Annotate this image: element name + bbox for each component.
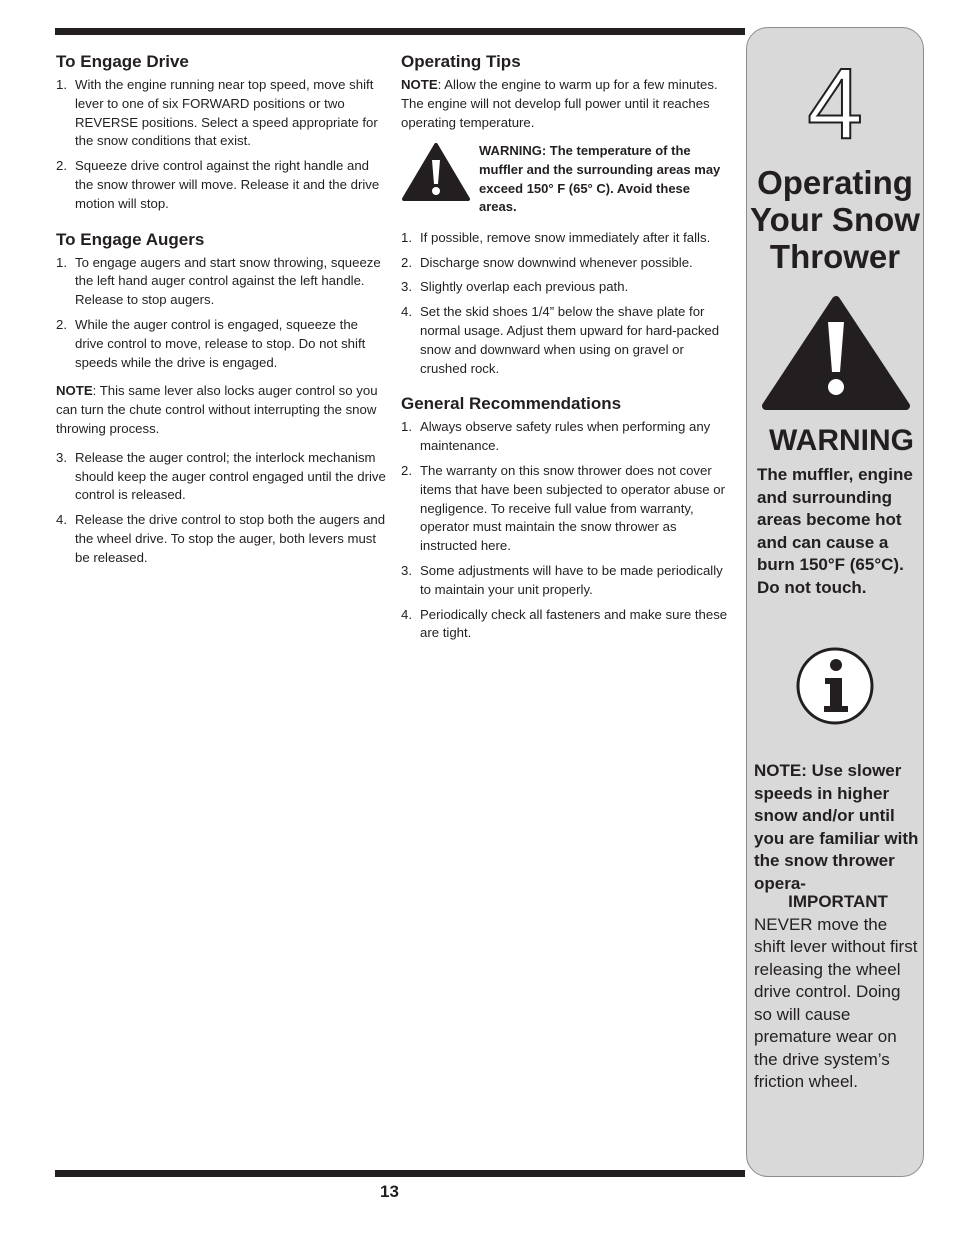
list-item: 4. Periodically check all fasteners and make sure these are tight. [401, 606, 728, 641]
operating-tips-list [401, 229, 731, 379]
auger-note: NOTE: This same lever also locks auger control so you can turn the chute control without interrupting the snow throwing process. [56, 383, 378, 436]
list-item: 3. Release the auger control; the interlock mechanism should keep the auger control engaged until the drive control is released. [56, 449, 386, 503]
middle-column [401, 52, 731, 653]
list-item: 1. Always observe safety rules when performing any maintenance. [401, 419, 711, 454]
important-heading: IMPORTANT [788, 892, 888, 911]
list-item: 3. Some adjustments will have to be made periodically to maintain your unit properly. [401, 562, 723, 597]
engage-augers-list-continued [56, 449, 386, 568]
speed-note: NOTE: Use slower speeds in higher snow and/or until you are familiar with the snow thrower opera- [754, 761, 919, 893]
operating-tips-note: NOTE: Allow the engine to warm up for a few minutes. The engine will not develop full power until it reaches operating temperature. [401, 77, 718, 130]
list-item: 4. Release the drive control to stop both the augers and the wheel drive. To stop the auger, both levers must be released. [56, 512, 386, 565]
warning-triangle-icon [401, 142, 471, 202]
list-item: 2. While the auger control is engaged, squeeze the drive control to move, release to stop. Do not shift speeds while the drive is engaged. [56, 316, 366, 370]
engage-augers-list [56, 254, 386, 373]
warning-heading: WARNING [769, 424, 914, 457]
muffler-warning [401, 142, 731, 216]
important-text: NEVER move the shift lever without first releasing the wheel drive control. Doing so will cause premature wear on the drive system’s friction wheel. [754, 914, 918, 1091]
chapter-number: 4 [807, 48, 863, 160]
chapter-title: Operating Your Snow Thrower [750, 164, 920, 275]
chapter-sidebar [746, 27, 924, 1177]
info-circle-icon [795, 646, 875, 726]
important-notice [754, 891, 922, 1094]
top-rule [55, 28, 745, 35]
list-item: 1. To engage augers and start snow throwing, squeeze the left hand auger control against the left handle. Release to stop augers. [56, 254, 381, 308]
left-column [56, 52, 386, 578]
list-item: 3. Slightly overlap each previous path. [401, 279, 629, 295]
page-number: 13 [380, 1182, 399, 1201]
list-item: 4. Set the skid shoes 1/4” below the shave plate for normal usage. Adjust them upward for hard-packed snow and downward when using on gravel or crushed rock. [401, 304, 720, 376]
list-item: 2. The warranty on this snow thrower does not cover items that have been subjected to operator abuse or negligence. To receive full value from warranty, operator must maintain the snow thrower as instructed here. [401, 462, 725, 554]
bottom-rule [55, 1170, 745, 1177]
warning-text: The muffler, engine and surrounding areas become hot and can cause a burn 150°F (65°C). Do not touch. [757, 465, 913, 597]
section-title-operating-tips: Operating Tips [401, 52, 521, 71]
list-item: 2. Discharge snow downwind whenever possible. [401, 254, 693, 270]
list-item: 2. Squeeze drive control against the right handle and the snow thrower will move. Release it and the drive motion will stop. [56, 158, 380, 211]
section-title-engage-augers: To Engage Augers [56, 229, 205, 249]
list-item: 1. With the engine running near top speed, move shift lever to one of six FORWARD positions or two REVERSE positions. Select a speed appropriate for the snow conditions that exist. [56, 77, 378, 149]
list-item: 1. If possible, remove snow immediately after it falls. [401, 229, 711, 245]
section-title-general-recommendations: General Recommendations [401, 394, 622, 414]
muffler-warning-text: WARNING: The temperature of the muffler and the surrounding areas may exceed 150° F (65° C). Avoid these areas. [479, 143, 721, 215]
warning-triangle-icon [760, 294, 912, 412]
general-recommendations-list [401, 418, 731, 643]
section-title-engage-drive: To Engage Drive [56, 52, 189, 71]
engage-drive-list [56, 76, 386, 214]
